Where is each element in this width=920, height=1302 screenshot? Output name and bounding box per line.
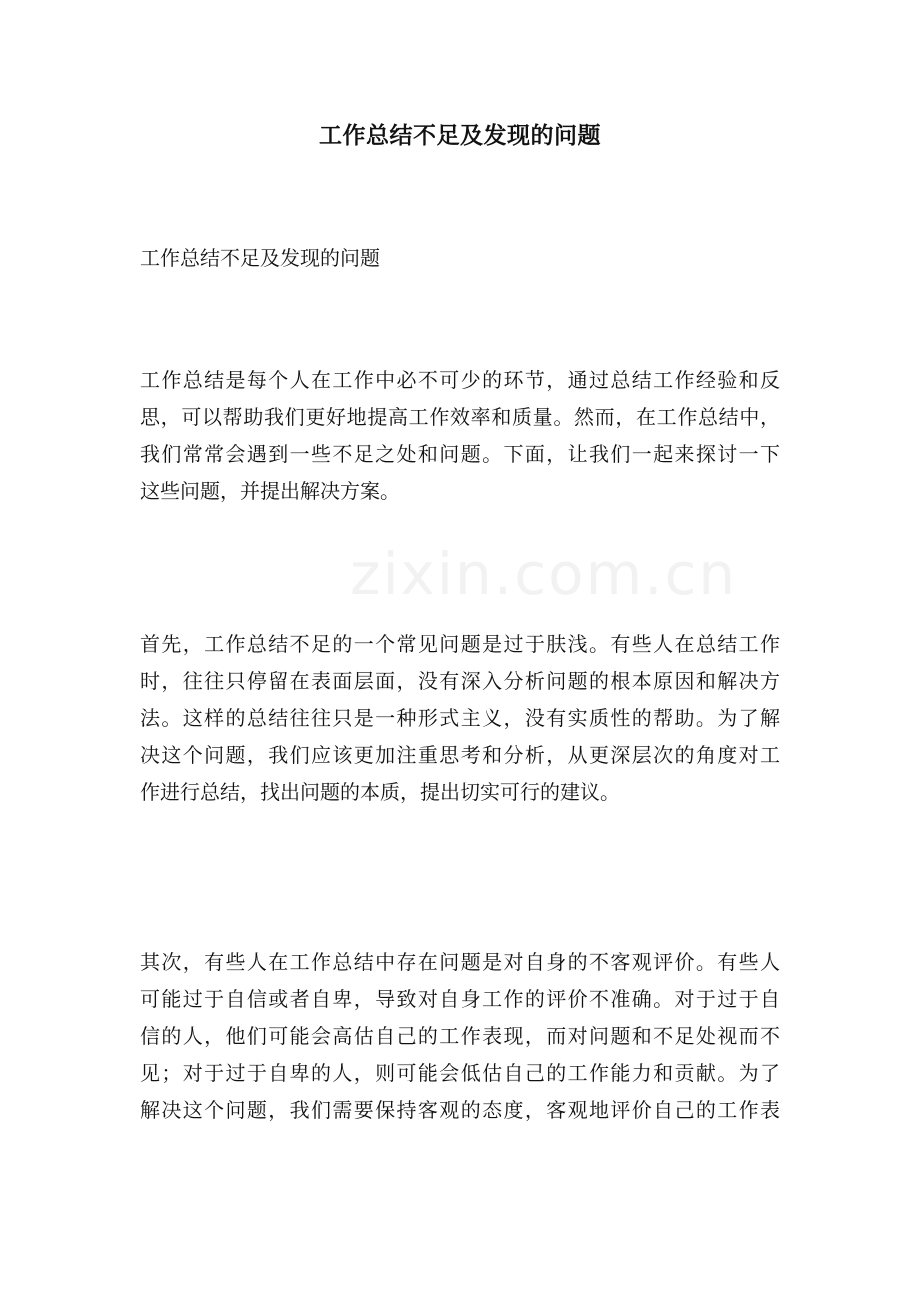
paragraph-line: 这些问题，并提出解决方案。 [140, 479, 400, 503]
paragraph-line: 见；对于过于自卑的人，则可能会低估自己的工作能力和贡献。为了 [140, 1061, 780, 1085]
paragraph-line: 可能过于自信或者自卑，导致对自身工作的评价不准确。对于过于自 [140, 987, 780, 1011]
paragraph-line: 决这个问题，我们应该更加注重思考和分析，从更深层次的角度对工 [140, 743, 780, 767]
paragraph-line: 解决这个问题，我们需要保持客观的态度，客观地评价自己的工作表 [140, 1098, 780, 1122]
paragraph-second-point [140, 944, 780, 1129]
paragraph-line: 首先，工作总结不足的一个常见问题是过于肤浅。有些人在总结工作 [140, 632, 780, 656]
watermark: zixin.com.cn [350, 540, 738, 608]
document-subtitle: 工作总结不足及发现的问题 [140, 246, 380, 270]
paragraph-line: 工作总结是每个人在工作中必不可少的环节，通过总结工作经验和反 [140, 368, 780, 392]
paragraph-line: 法。这样的总结往往只是一种形式主义，没有实质性的帮助。为了解 [140, 706, 780, 730]
paragraph-line: 思，可以帮助我们更好地提高工作效率和质量。然而，在工作总结中， [140, 405, 780, 429]
paragraph-line: 时，往往只停留在表面层面，没有深入分析问题的根本原因和解决方 [140, 669, 780, 693]
paragraph-line: 作进行总结，找出问题的本质，提出切实可行的建议。 [140, 780, 620, 804]
paragraph-line: 信的人，他们可能会高估自己的工作表现，而对问题和不足处视而不 [140, 1024, 780, 1048]
paragraph-intro [140, 362, 780, 510]
paragraph-first-point [140, 626, 780, 811]
paragraph-line: 其次，有些人在工作总结中存在问题是对自身的不客观评价。有些人 [140, 950, 780, 974]
document-title: 工作总结不足及发现的问题 [319, 122, 601, 149]
paragraph-line: 我们常常会遇到一些不足之处和问题。下面，让我们一起来探讨一下 [140, 442, 780, 466]
